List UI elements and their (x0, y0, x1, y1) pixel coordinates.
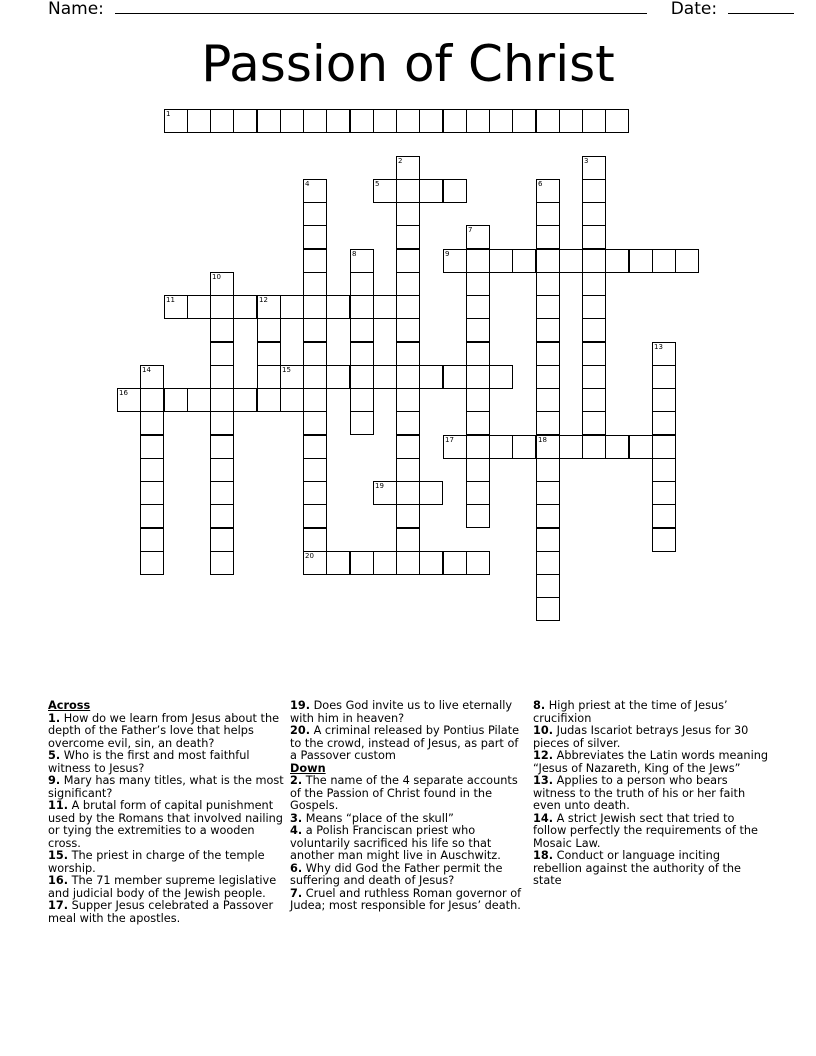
clue-text: Conduct or language inciting rebellion against the authority of the state (533, 849, 741, 887)
cell-number: 13 (654, 343, 663, 351)
grid-cell[interactable] (629, 435, 653, 459)
grid-cell[interactable] (466, 411, 490, 435)
cell-number: 17 (445, 436, 454, 444)
grid-cell[interactable] (536, 388, 560, 412)
grid-cell[interactable] (326, 365, 350, 389)
grid-cell[interactable] (303, 411, 327, 435)
grid-cell[interactable] (257, 318, 281, 342)
grid-cell[interactable] (396, 225, 420, 249)
clue-number: 18. (533, 849, 554, 862)
grid-cell[interactable] (605, 435, 629, 459)
grid-cell[interactable] (303, 109, 327, 133)
grid-cell[interactable] (536, 272, 560, 296)
grid-cell[interactable] (187, 388, 211, 412)
clue-down-4 (290, 825, 526, 863)
grid-cell[interactable] (396, 272, 420, 296)
grid-cell[interactable] (140, 458, 164, 482)
clue-number: 4. (290, 824, 303, 837)
grid-cell[interactable] (536, 202, 560, 226)
cell-number: 6 (538, 180, 543, 188)
grid-cell[interactable] (489, 249, 513, 273)
grid-cell[interactable] (257, 342, 281, 366)
clue-text: Why did God the Father permit the suffering and death of Jesus? (290, 861, 503, 887)
grid-cell[interactable] (582, 202, 606, 226)
cell-number: 16 (119, 389, 128, 397)
clues-column-1 (48, 700, 284, 925)
grid-cell[interactable] (350, 295, 374, 319)
clue-number: 1. (48, 711, 61, 725)
across-heading: Across (48, 699, 91, 712)
grid-cell[interactable] (396, 202, 420, 226)
grid-cell[interactable] (443, 109, 467, 133)
grid-cell[interactable] (559, 435, 583, 459)
grid-cell[interactable] (466, 318, 490, 342)
clue-number: 9. (48, 774, 61, 787)
grid-cell[interactable] (210, 388, 234, 412)
cell-number: 10 (212, 273, 221, 281)
grid-cell[interactable] (582, 249, 606, 273)
grid-cell[interactable] (466, 109, 490, 133)
grid-cell[interactable] (652, 435, 676, 459)
grid-cell[interactable] (582, 156, 606, 180)
grid-cell[interactable] (443, 551, 467, 575)
clue-text: Who is the first and most faithful witness to Jesus? (48, 749, 250, 775)
grid-cell[interactable] (536, 574, 560, 598)
grid-cell[interactable] (350, 272, 374, 296)
grid-cell[interactable] (536, 225, 560, 249)
grid-cell[interactable] (280, 295, 304, 319)
grid-cell[interactable] (443, 435, 467, 459)
grid-cell[interactable] (396, 504, 420, 528)
grid-cell[interactable] (419, 481, 443, 505)
grid-cell[interactable] (466, 481, 490, 505)
grid-cell[interactable] (303, 551, 327, 575)
clue-text: How do we learn from Jesus about the depth of the Father’s love that helps overcome evil, sin, an death? (48, 711, 280, 750)
clue-number: 19. (290, 699, 311, 712)
clue-down-6 (290, 863, 526, 888)
clue-across-9 (48, 775, 284, 800)
grid-cell[interactable] (303, 458, 327, 482)
grid-cell[interactable] (373, 295, 397, 319)
grid-cell[interactable] (396, 249, 420, 273)
clue-text: A criminal released by Pontius Pilate to the crowd, instead of Jesus, as part of a Passover custom (290, 724, 520, 762)
grid-cell[interactable] (582, 318, 606, 342)
clue-text: The 71 member supreme legislative and judicial body of the Jewish people. (48, 874, 277, 900)
grid-cell[interactable] (303, 528, 327, 552)
grid-cell[interactable] (466, 504, 490, 528)
clue-number: 7. (290, 886, 303, 900)
grid-cell[interactable] (466, 388, 490, 412)
grid-cell[interactable] (396, 481, 420, 505)
clue-text: The name of the 4 separate accounts of the Passion of Christ found in the Gospels. (290, 774, 518, 812)
clue-down-12 (533, 750, 769, 775)
grid-cell[interactable] (373, 365, 397, 389)
grid-cell[interactable] (350, 249, 374, 273)
clue-down-13 (533, 775, 769, 813)
grid-cell[interactable] (210, 528, 234, 552)
grid-cell[interactable] (536, 342, 560, 366)
clue-down-10 (533, 725, 769, 750)
grid-cell[interactable] (280, 388, 304, 412)
grid-cell[interactable] (210, 109, 234, 133)
clue-across-11 (48, 800, 284, 850)
grid-cell[interactable] (350, 388, 374, 412)
grid-cell[interactable] (419, 365, 443, 389)
grid-cell[interactable] (257, 388, 281, 412)
grid-cell[interactable] (466, 272, 490, 296)
grid-cell[interactable] (652, 411, 676, 435)
grid-cell[interactable] (419, 179, 443, 203)
cell-number: 14 (142, 366, 151, 374)
grid-cell[interactable] (443, 249, 467, 273)
grid-cell[interactable] (536, 109, 560, 133)
grid-cell[interactable] (582, 411, 606, 435)
clue-across-15 (48, 850, 284, 875)
grid-cell[interactable] (396, 551, 420, 575)
grid-cell[interactable] (559, 109, 583, 133)
grid-cell[interactable] (396, 365, 420, 389)
grid-cell[interactable] (396, 388, 420, 412)
grid-cell[interactable] (280, 109, 304, 133)
grid-cell[interactable] (652, 365, 676, 389)
grid-cell[interactable] (303, 272, 327, 296)
grid-cell[interactable] (466, 249, 490, 273)
grid-cell[interactable] (396, 411, 420, 435)
grid-cell[interactable] (396, 295, 420, 319)
grid-cell[interactable] (140, 388, 164, 412)
clue-number: 3. (290, 811, 303, 825)
cell-number: 18 (538, 436, 547, 444)
cell-number: 5 (375, 180, 380, 188)
grid-cell[interactable] (373, 109, 397, 133)
grid-cell[interactable] (443, 365, 467, 389)
clue-text: Means “place of the skull” (305, 811, 454, 825)
grid-cell[interactable] (466, 225, 490, 249)
grid-cell[interactable] (303, 225, 327, 249)
clue-text: a Polish Franciscan priest who voluntarily sacrificed his life so that another man might live in Auschwitz. (290, 824, 501, 862)
grid-cell[interactable] (396, 109, 420, 133)
clue-text: Does God invite us to live eternally with him in heaven? (290, 699, 513, 725)
grid-cell[interactable] (396, 342, 420, 366)
grid-cell[interactable] (140, 528, 164, 552)
clue-down-2 (290, 775, 526, 813)
grid-cell[interactable] (396, 156, 420, 180)
grid-cell[interactable] (350, 342, 374, 366)
grid-cell[interactable] (582, 295, 606, 319)
grid-cell[interactable] (303, 202, 327, 226)
clue-down-14 (533, 813, 769, 851)
grid-cell[interactable] (652, 481, 676, 505)
clue-down-8 (533, 700, 769, 725)
clues-column-3 (533, 700, 769, 888)
grid-cell[interactable] (210, 504, 234, 528)
grid-cell[interactable] (536, 551, 560, 575)
grid-cell[interactable] (396, 528, 420, 552)
clue-across-16 (48, 875, 284, 900)
clue-number: 15. (48, 849, 69, 862)
clue-number: 12. (533, 749, 554, 762)
clue-number: 2. (290, 774, 303, 787)
clue-text: Cruel and ruthless Roman governor of Judea; most responsible for Jesus’ death. (290, 886, 522, 912)
grid-cell[interactable] (489, 109, 513, 133)
grid-cell[interactable] (350, 318, 374, 342)
grid-cell[interactable] (373, 551, 397, 575)
cell-number: 11 (166, 296, 175, 304)
clue-text: High priest at the time of Jesus’ crucifixion (533, 699, 728, 725)
grid-cell[interactable] (140, 551, 164, 575)
grid-cell[interactable] (536, 528, 560, 552)
grid-cell[interactable] (257, 365, 281, 389)
grid-cell[interactable] (303, 435, 327, 459)
grid-cell[interactable] (466, 458, 490, 482)
grid-cell[interactable] (326, 295, 350, 319)
grid-cell[interactable] (396, 435, 420, 459)
grid-cell[interactable] (210, 272, 234, 296)
grid-cell[interactable] (512, 435, 536, 459)
grid-cell[interactable] (303, 388, 327, 412)
grid-cell[interactable] (582, 179, 606, 203)
grid-cell[interactable] (164, 109, 188, 133)
grid-cell[interactable] (675, 249, 699, 273)
grid-cell[interactable] (489, 365, 513, 389)
grid-cell[interactable] (512, 249, 536, 273)
grid-cell[interactable] (466, 551, 490, 575)
grid-cell[interactable] (280, 365, 304, 389)
grid-cell[interactable] (652, 249, 676, 273)
grid-cell[interactable] (373, 481, 397, 505)
grid-cell[interactable] (140, 365, 164, 389)
clue-text: Supper Jesus celebrated a Passover meal with the apostles. (48, 899, 274, 925)
grid-cell[interactable] (652, 528, 676, 552)
grid-cell[interactable] (233, 388, 257, 412)
grid-cell[interactable] (350, 551, 374, 575)
grid-cell[interactable] (210, 481, 234, 505)
grid-cell[interactable] (233, 109, 257, 133)
grid-cell[interactable] (536, 597, 560, 621)
cell-number: 20 (305, 552, 314, 560)
grid-cell[interactable] (536, 249, 560, 273)
grid-cell[interactable] (652, 504, 676, 528)
grid-cell[interactable] (536, 295, 560, 319)
grid-cell[interactable] (466, 342, 490, 366)
grid-cell[interactable] (140, 435, 164, 459)
grid-cell[interactable] (373, 179, 397, 203)
clue-number: 11. (48, 799, 69, 812)
grid-cell[interactable] (582, 435, 606, 459)
grid-cell[interactable] (605, 109, 629, 133)
grid-cell[interactable] (326, 109, 350, 133)
grid-cell[interactable] (117, 388, 141, 412)
clue-across-19 (290, 700, 526, 725)
page-title: Passion of Christ (201, 35, 615, 93)
grid-cell[interactable] (396, 179, 420, 203)
clue-across-5 (48, 750, 284, 775)
grid-cell[interactable] (582, 388, 606, 412)
grid-cell[interactable] (419, 551, 443, 575)
grid-cell[interactable] (350, 411, 374, 435)
grid-cell[interactable] (629, 249, 653, 273)
clue-text: A brutal form of capital punishment used by the Romans that involved nailing or tying the extremities to a wooden cross. (48, 799, 283, 850)
grid-cell[interactable] (140, 411, 164, 435)
clue-number: 20. (290, 724, 311, 737)
grid-cell[interactable] (536, 458, 560, 482)
grid-cell[interactable] (210, 435, 234, 459)
grid-cell[interactable] (605, 249, 629, 273)
grid-cell[interactable] (164, 295, 188, 319)
grid-cell[interactable] (466, 435, 490, 459)
cell-number: 12 (259, 296, 268, 304)
grid-cell[interactable] (350, 109, 374, 133)
cell-number: 4 (305, 180, 310, 188)
grid-cell[interactable] (582, 225, 606, 249)
grid-cell[interactable] (419, 109, 443, 133)
cell-number: 9 (445, 250, 450, 258)
clue-number: 8. (533, 699, 546, 712)
grid-cell[interactable] (443, 179, 467, 203)
grid-cell[interactable] (350, 365, 374, 389)
grid-cell[interactable] (210, 458, 234, 482)
grid-cell[interactable] (536, 179, 560, 203)
cell-number: 1 (166, 110, 171, 118)
grid-cell[interactable] (303, 179, 327, 203)
grid-cell[interactable] (210, 318, 234, 342)
cell-number: 8 (352, 250, 357, 258)
grid-cell[interactable] (303, 318, 327, 342)
grid-cell[interactable] (164, 388, 188, 412)
grid-cell[interactable] (536, 504, 560, 528)
grid-cell[interactable] (396, 318, 420, 342)
grid-cell[interactable] (536, 318, 560, 342)
grid-cell[interactable] (210, 295, 234, 319)
cell-number: 7 (468, 226, 473, 234)
grid-cell[interactable] (303, 481, 327, 505)
clue-number: 17. (48, 899, 69, 912)
grid-cell[interactable] (326, 551, 350, 575)
grid-cell[interactable] (257, 295, 281, 319)
grid-cell[interactable] (396, 458, 420, 482)
clue-number: 10. (533, 724, 554, 737)
grid-cell[interactable] (559, 249, 583, 273)
grid-cell[interactable] (303, 504, 327, 528)
clue-number: 13. (533, 774, 554, 787)
grid-cell[interactable] (187, 109, 211, 133)
grid-cell[interactable] (536, 365, 560, 389)
grid-cell[interactable] (187, 295, 211, 319)
grid-cell[interactable] (140, 481, 164, 505)
grid-cell[interactable] (210, 365, 234, 389)
grid-cell[interactable] (582, 109, 606, 133)
grid-cell[interactable] (582, 365, 606, 389)
grid-cell[interactable] (536, 435, 560, 459)
grid-cell[interactable] (466, 365, 490, 389)
clue-number: 5. (48, 749, 61, 762)
grid-cell[interactable] (210, 551, 234, 575)
clue-down-18 (533, 850, 769, 888)
grid-cell[interactable] (140, 504, 164, 528)
clue-text: The priest in charge of the temple worship. (48, 849, 265, 875)
grid-cell[interactable] (303, 342, 327, 366)
grid-cell[interactable] (257, 109, 281, 133)
grid-cell[interactable] (652, 458, 676, 482)
grid-cell[interactable] (582, 342, 606, 366)
clue-across-1 (48, 713, 284, 751)
date-label: Date: (670, 0, 718, 19)
grid-cell[interactable] (233, 295, 257, 319)
grid-cell[interactable] (489, 435, 513, 459)
cell-number: 19 (375, 482, 384, 490)
grid-cell[interactable] (303, 365, 327, 389)
cell-number: 15 (282, 366, 291, 374)
clue-number: 14. (533, 811, 554, 825)
name-label: Name: (48, 0, 104, 19)
grid-cell[interactable] (652, 342, 676, 366)
grid-cell[interactable] (303, 295, 327, 319)
clue-text: A strict Jewish sect that tried to follow perfectly the requirements of the Mosaic Law. (533, 811, 758, 850)
clue-across-17 (48, 900, 284, 925)
clue-text: Mary has many titles, what is the most significant? (48, 774, 284, 800)
clue-down-7 (290, 888, 526, 913)
down-heading: Down (290, 761, 326, 775)
clue-text: Applies to a person who bears witness to the truth of his or her faith even unto death. (533, 774, 746, 812)
clue-text: Judas Iscariot betrays Jesus for 30 pieces of silver. (533, 724, 749, 750)
cell-number: 3 (584, 157, 589, 165)
clue-text: Abbreviates the Latin words meaning “Jesus of Nazareth, King of the Jews” (533, 749, 769, 775)
cell-number: 2 (398, 157, 403, 165)
clue-across-20 (290, 725, 526, 763)
clues-column-2 (290, 700, 526, 913)
grid-cell[interactable] (466, 295, 490, 319)
clue-number: 6. (290, 861, 303, 875)
grid-cell[interactable] (652, 388, 676, 412)
grid-cell[interactable] (536, 481, 560, 505)
grid-cell[interactable] (210, 411, 234, 435)
grid-cell[interactable] (210, 342, 234, 366)
grid-cell[interactable] (582, 272, 606, 296)
clue-number: 16. (48, 874, 69, 887)
grid-cell[interactable] (303, 249, 327, 273)
grid-cell[interactable] (512, 109, 536, 133)
grid-cell[interactable] (536, 411, 560, 435)
